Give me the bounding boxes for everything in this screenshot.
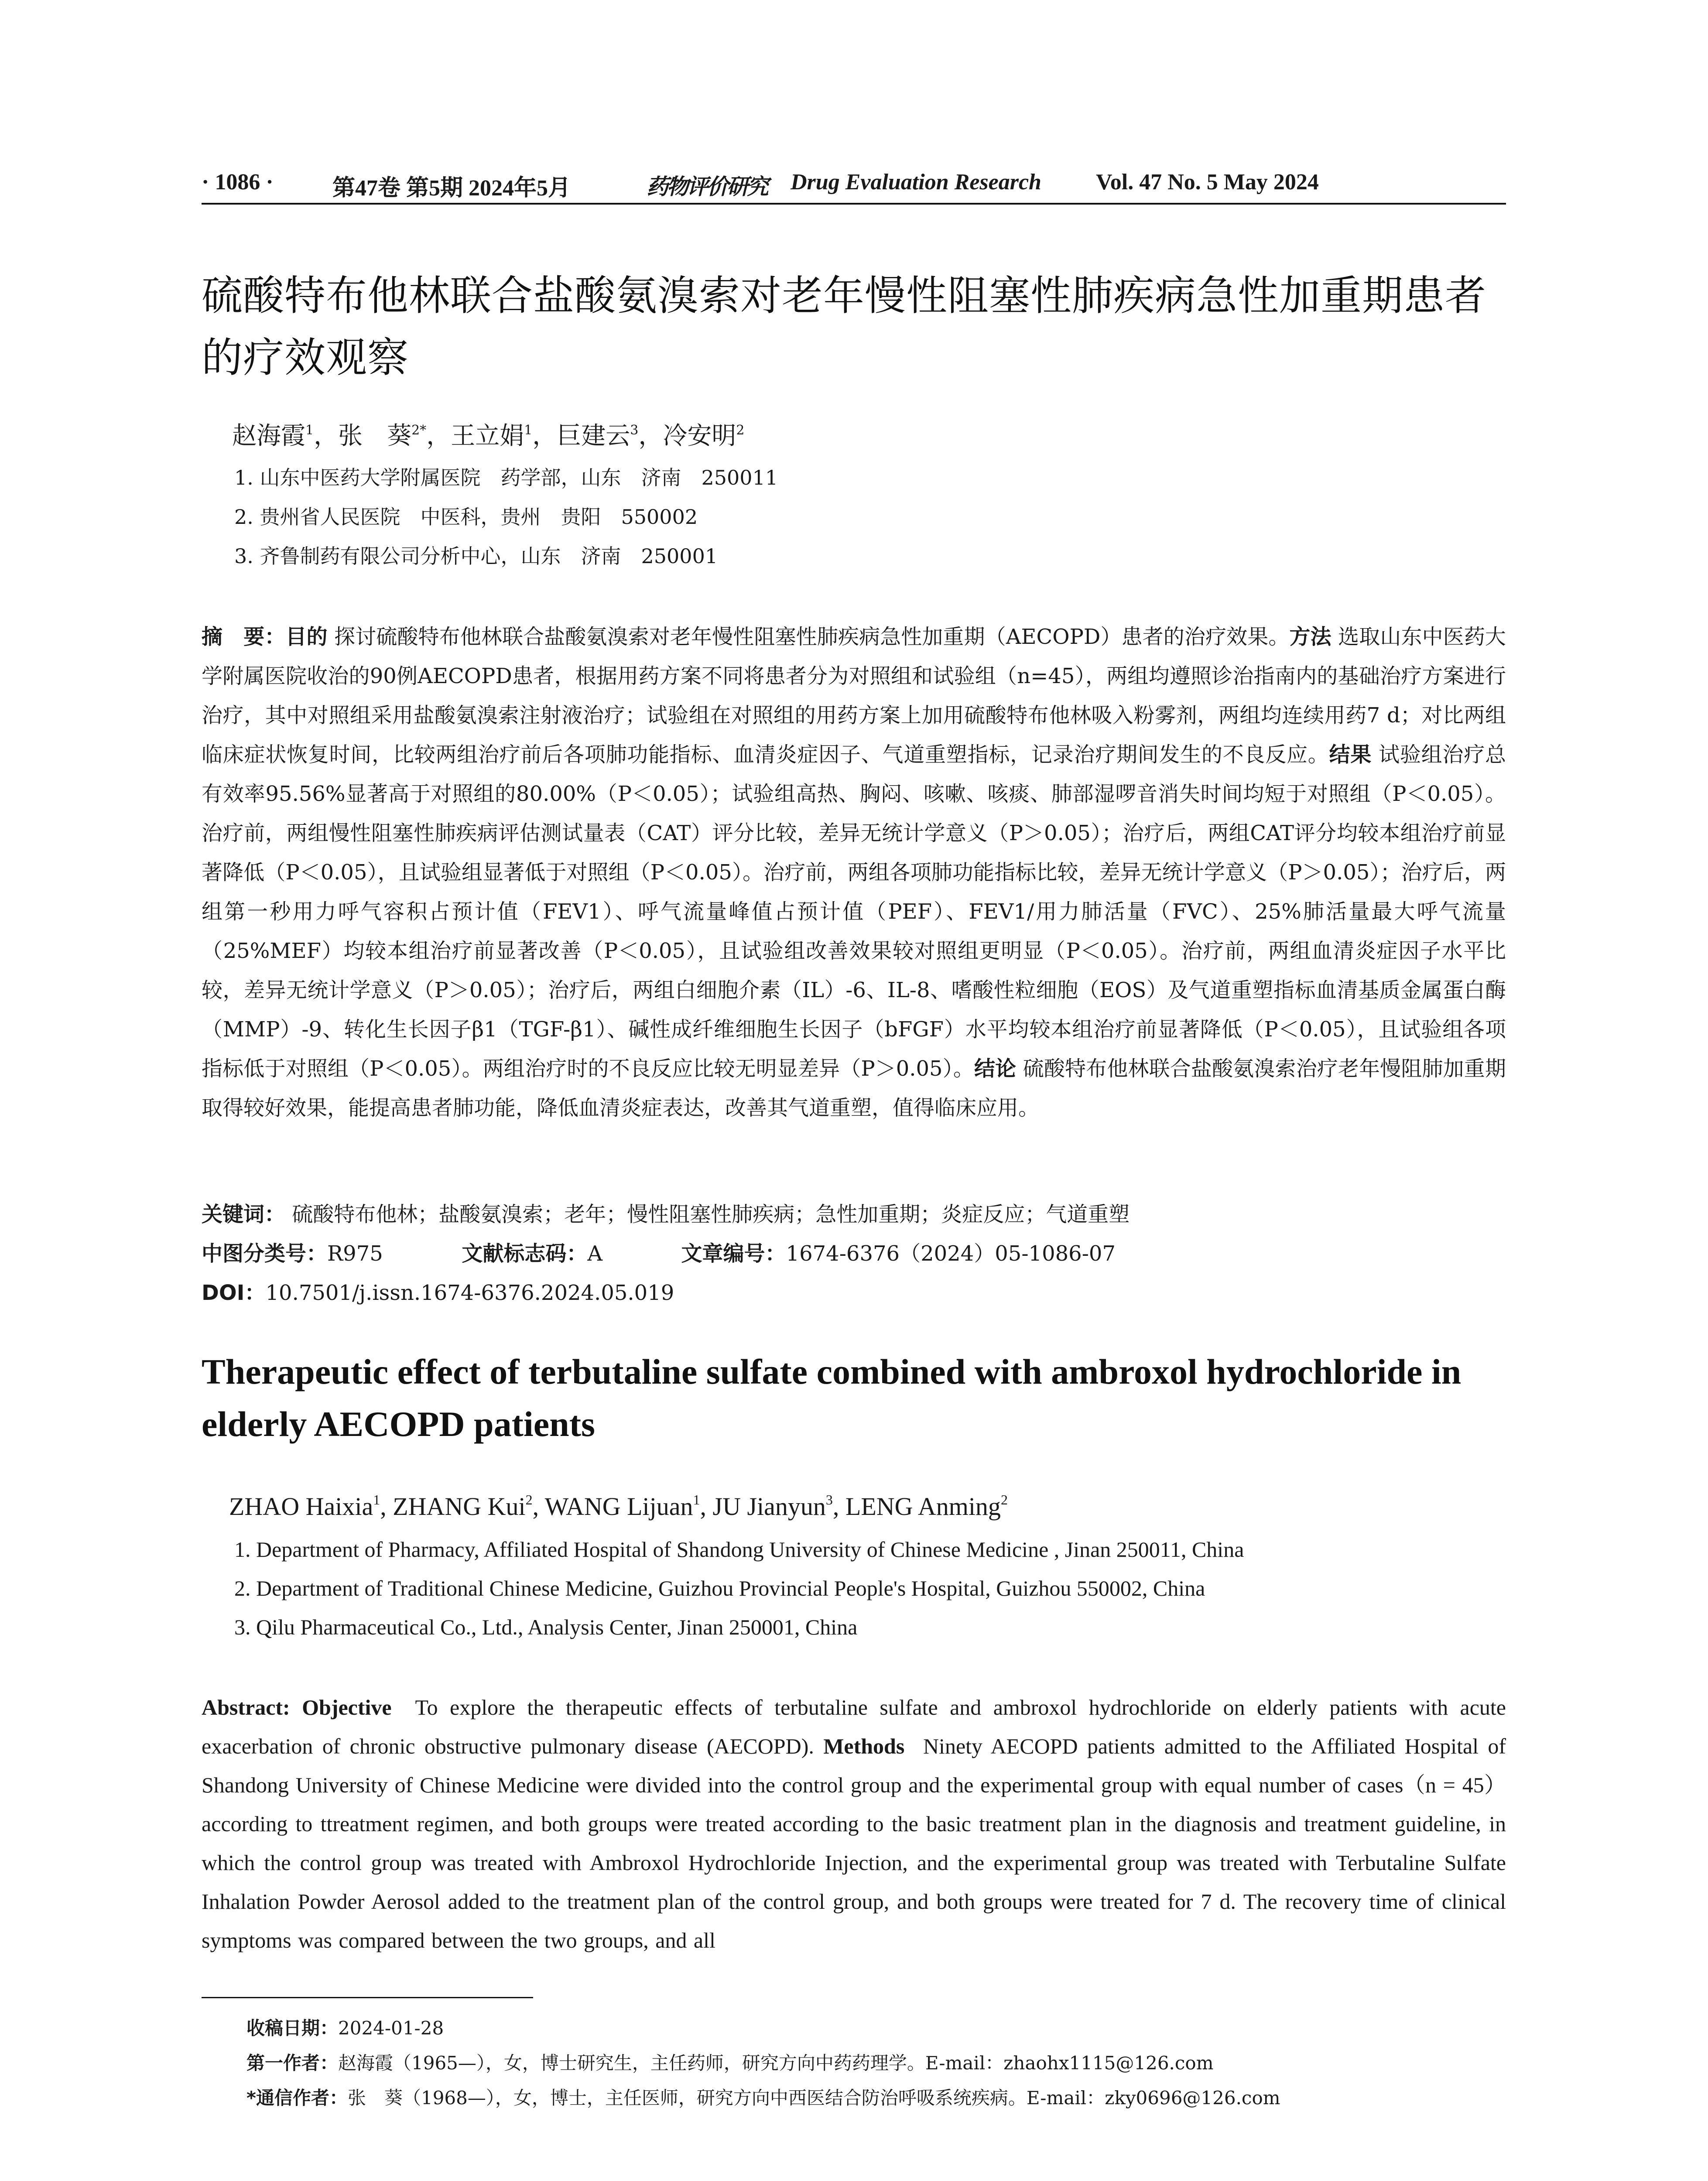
affiliation-item: 1. 山东中医药大学附属医院 药学部，山东 济南 250011 xyxy=(234,466,778,489)
methods-label: 方法 xyxy=(1289,625,1331,649)
author-affiliation-mark: 1 xyxy=(305,423,314,438)
doc-code-label: 文献标志码： xyxy=(462,1241,588,1266)
first-author-value: 赵海霞（1965—），女，博士研究生，主任药师，研究方向中药药理学。E-mail：zhaohx1115@126.com xyxy=(338,2052,1214,2074)
author-name: 冷安明 xyxy=(663,422,736,450)
results-text: 试验组治疗总有效率95.56%显著高于对照组的80.00%（P＜0.05）；试验组高热、胸闷、咳嗽、咳痰、肺部湿啰音消失时间均短于对照组（P＜0.05）。治疗前，两组慢性阻塞性肺疾病评估测试量表（CAT）评分比较，差异无统计学意义（P＞0.05）；治疗后，两组CAT评分均较本组治疗前显著降低（P＜0.05），且试验组显著低于对照组（P＜0.05）。治疗前，两组各项肺功能指标比较，差异无统计学意义（P＞0.05）；治疗后，两组第一秒用力呼气容积占预计值（FEV1）、呼气流量峰值占预计值（PEF）、FEV1/用力肺活量（FVC）、25%肺活量最大呼气流量（25%MEF）均较本组治疗前显著改善（P＜0.05），且试验组改善效果较对照组更明显（P＜0.05）。治疗前，两组血清炎症因子水平比较，差异无统计学意义（P＞0.05）；治疗后，两组白细胞介素（IL）-6、IL-8、嗜酸性粒细胞（EOS）及气道重塑指标血清基质金属蛋白酶（MMP）-9、转化生长因子β1（TGF-β1）、碱性成纤维细胞生长因子（bFGF）水平均较本组治疗前显著降低（P＜0.05），且试验组各项指标低于对照组（P＜0.05）。两组治疗时的不良反应比较无明显差异（P＞0.05）。 xyxy=(202,742,1506,1081)
author-name: WANG Lijuan xyxy=(544,1492,693,1521)
first-author-label: 第一作者： xyxy=(246,2052,339,2074)
affiliation-item: 3. 齐鲁制药有限公司分析中心，山东 济南 250001 xyxy=(234,544,718,568)
keywords-value: 硫酸特布他林；盐酸氨溴索；老年；慢性阻塞性肺疾病；急性加重期；炎症反应；气道重塑 xyxy=(292,1202,1130,1227)
author-affiliation-mark: 2 xyxy=(736,423,745,438)
methods-label: Methods xyxy=(823,1734,905,1758)
abstract-cn xyxy=(202,617,1506,1128)
author-name: LENG Anming xyxy=(845,1492,1001,1521)
affiliation-item: 2. 贵州省人民医院 中医科，贵州 贵阳 550002 xyxy=(234,505,698,529)
clc-value: R975 xyxy=(327,1241,383,1266)
methods-text: Ninety AECOPD patients admitted to the Affiliated Hospital of Shandong University of Chinese Medicine were divided into the control group and the experimental group with equal number of cases（n = 45）according to ttreatment regimen, and both groups were treated according to the basic treatment plan in the diagnosis and treatment guideline, in which the control group was treated with Ambroxol Hydrochloride Injection, and the experimental group was treated with Terbutaline Sulfate Inhalation Powder Aerosol added to the treatment plan of the control group, and both groups were treated for 7 d. The recovery time of clinical symptoms was compared between the two groups, and all xyxy=(202,1734,1506,1952)
title-cn: 硫酸特布他林联合盐酸氨溴索对老年慢性阻塞性肺疾病急性加重期患者的疗效观察 xyxy=(202,272,1487,382)
abstract-en xyxy=(202,1688,1506,1960)
corresponding-author-note xyxy=(246,2081,1280,2116)
author-name: JU Jianyun xyxy=(712,1492,826,1521)
author-name: 王立娟 xyxy=(451,422,524,450)
running-header xyxy=(202,169,1506,200)
author-affiliation-mark: 3 xyxy=(825,1492,833,1508)
author-affiliation-mark: 1 xyxy=(524,423,533,438)
conclusion-label: 结论 xyxy=(974,1056,1017,1081)
clc-label: 中图分类号： xyxy=(202,1241,328,1266)
author-affiliation-mark: 1 xyxy=(693,1492,700,1508)
doc-code-value: A xyxy=(587,1241,602,1266)
volume-en: Vol. 47 No. 5 May 2024 xyxy=(1096,170,1319,195)
article-number-value: 1674-6376（2024）05-1086-07 xyxy=(786,1241,1116,1266)
article-number-label: 文章编号： xyxy=(681,1241,786,1266)
objective-label: Objective xyxy=(302,1695,392,1720)
volume-cn: 第47卷 第5期 2024年5月 xyxy=(332,176,571,201)
author-name: 张 葵 xyxy=(338,422,412,450)
authors-cn: 赵海霞$^1$，张 葵$^{2*}$，王立娟$^1$，巨建云$^3$，冷安明$^2$ xyxy=(232,422,745,450)
abstract-label: 摘 要： xyxy=(202,625,286,649)
keywords-cn xyxy=(202,1197,1130,1227)
affiliation-item: 2. Department of Traditional Chinese Medicine, Guizhou Provincial People's Hospital, Guizhou 550002, China xyxy=(234,1576,1205,1600)
affiliation-item: 3. Qilu Pharmaceutical Co., Ltd., Analysis Center, Jinan 250001, China xyxy=(234,1615,858,1639)
received-value: 2024-01-28 xyxy=(338,2017,444,2039)
journal-logo: 药物评价研究 xyxy=(647,174,767,199)
author-name: 赵海霞 xyxy=(232,422,305,450)
authors-en: ZHAO Haixia$^1$, ZHANG Kui$^2$, WANG Lijuan$^1$, JU Jianyun$^3$, LENG Anming$^2$ xyxy=(229,1492,1008,1521)
journal-name-en: Drug Evaluation Research xyxy=(791,170,1041,195)
author-affiliation-mark: 2 xyxy=(1000,1492,1008,1508)
corresponding-value: 张 葵（1968—），女，博士，主任医师，研究方向中西医结合防治呼吸系统疾病。E-mail：zky0696@126.com xyxy=(347,2087,1280,2109)
corresponding-label: *通信作者： xyxy=(246,2087,348,2109)
author-affiliation-mark: 2* xyxy=(411,423,427,438)
abstract-label: Abstract: xyxy=(202,1695,290,1720)
conclusion-text: 硫酸特布他林联合盐酸氨溴索治疗老年慢阻肺加重期取得较好效果，能提高患者肺功能，降低血清炎症表达，改善其气道重塑，值得临床应用。 xyxy=(202,1056,1506,1120)
objective-text: 探讨硫酸特布他林联合盐酸氨溴索对老年慢性阻塞性肺疾病急性加重期（AECOPD）患者的治疗效果。 xyxy=(334,625,1290,649)
affiliations-cn xyxy=(234,458,778,576)
author-name: ZHANG Kui xyxy=(393,1492,526,1521)
header-divider xyxy=(202,203,1506,205)
author-name: ZHAO Haixia xyxy=(229,1492,373,1521)
doi-line xyxy=(202,1276,674,1306)
first-author-note xyxy=(246,2046,1280,2081)
doi-value[interactable]: 10.7501/j.issn.1674-6376.2024.05.019 xyxy=(265,1281,674,1305)
doi-label: DOI： xyxy=(202,1281,266,1305)
title-en: Therapeutic effect of terbutaline sulfate combined with ambroxol hydrochloride in elderly AECOPD patients xyxy=(202,1352,1462,1444)
author-name: 巨建云 xyxy=(557,422,630,450)
objective-text: To explore the therapeutic effects of terbutaline sulfate and ambroxol hydrochloride on elderly patients with acute exacerbation of chronic obstructive pulmonary disease (AECOPD). xyxy=(202,1695,1506,1758)
footnotes xyxy=(246,2011,1280,2116)
page-number: · 1086 · xyxy=(202,170,274,195)
author-affiliation-mark: 1 xyxy=(373,1492,380,1508)
author-affiliation-mark: 2 xyxy=(525,1492,533,1508)
footnote-divider xyxy=(202,1997,533,1998)
results-label: 结果 xyxy=(1329,742,1372,767)
methods-text: 选取山东中医药大学附属医院收治的90例AECOPD患者，根据用药方案不同将患者分为对照组和试验组（n=45），两组均遵照诊治指南内的基础治疗方案进行治疗，其中对照组采用盐酸氨溴索注射液治疗；试验组在对照组的用药方案上加用硫酸特布他林吸入粉雾剂，两组均连续用药7 d；对比两组临床症状恢复时间，比较两组治疗前后各项肺功能指标、血清炎症因子、气道重塑指标，记录治疗期间发生的不良反应。 xyxy=(202,625,1506,767)
author-affiliation-mark: 3 xyxy=(630,423,639,438)
affiliation-item: 1. Department of Pharmacy, Affiliated Hospital of Shandong University of Chinese Medicine , Jinan 250011, China xyxy=(234,1537,1244,1562)
received-date xyxy=(246,2011,1280,2046)
objective-label: 目的 xyxy=(285,625,328,649)
keywords-label: 关键词： xyxy=(202,1202,286,1227)
received-label: 收稿日期： xyxy=(246,2017,339,2039)
affiliations-en xyxy=(234,1530,1244,1647)
classification-line xyxy=(202,1237,1116,1267)
